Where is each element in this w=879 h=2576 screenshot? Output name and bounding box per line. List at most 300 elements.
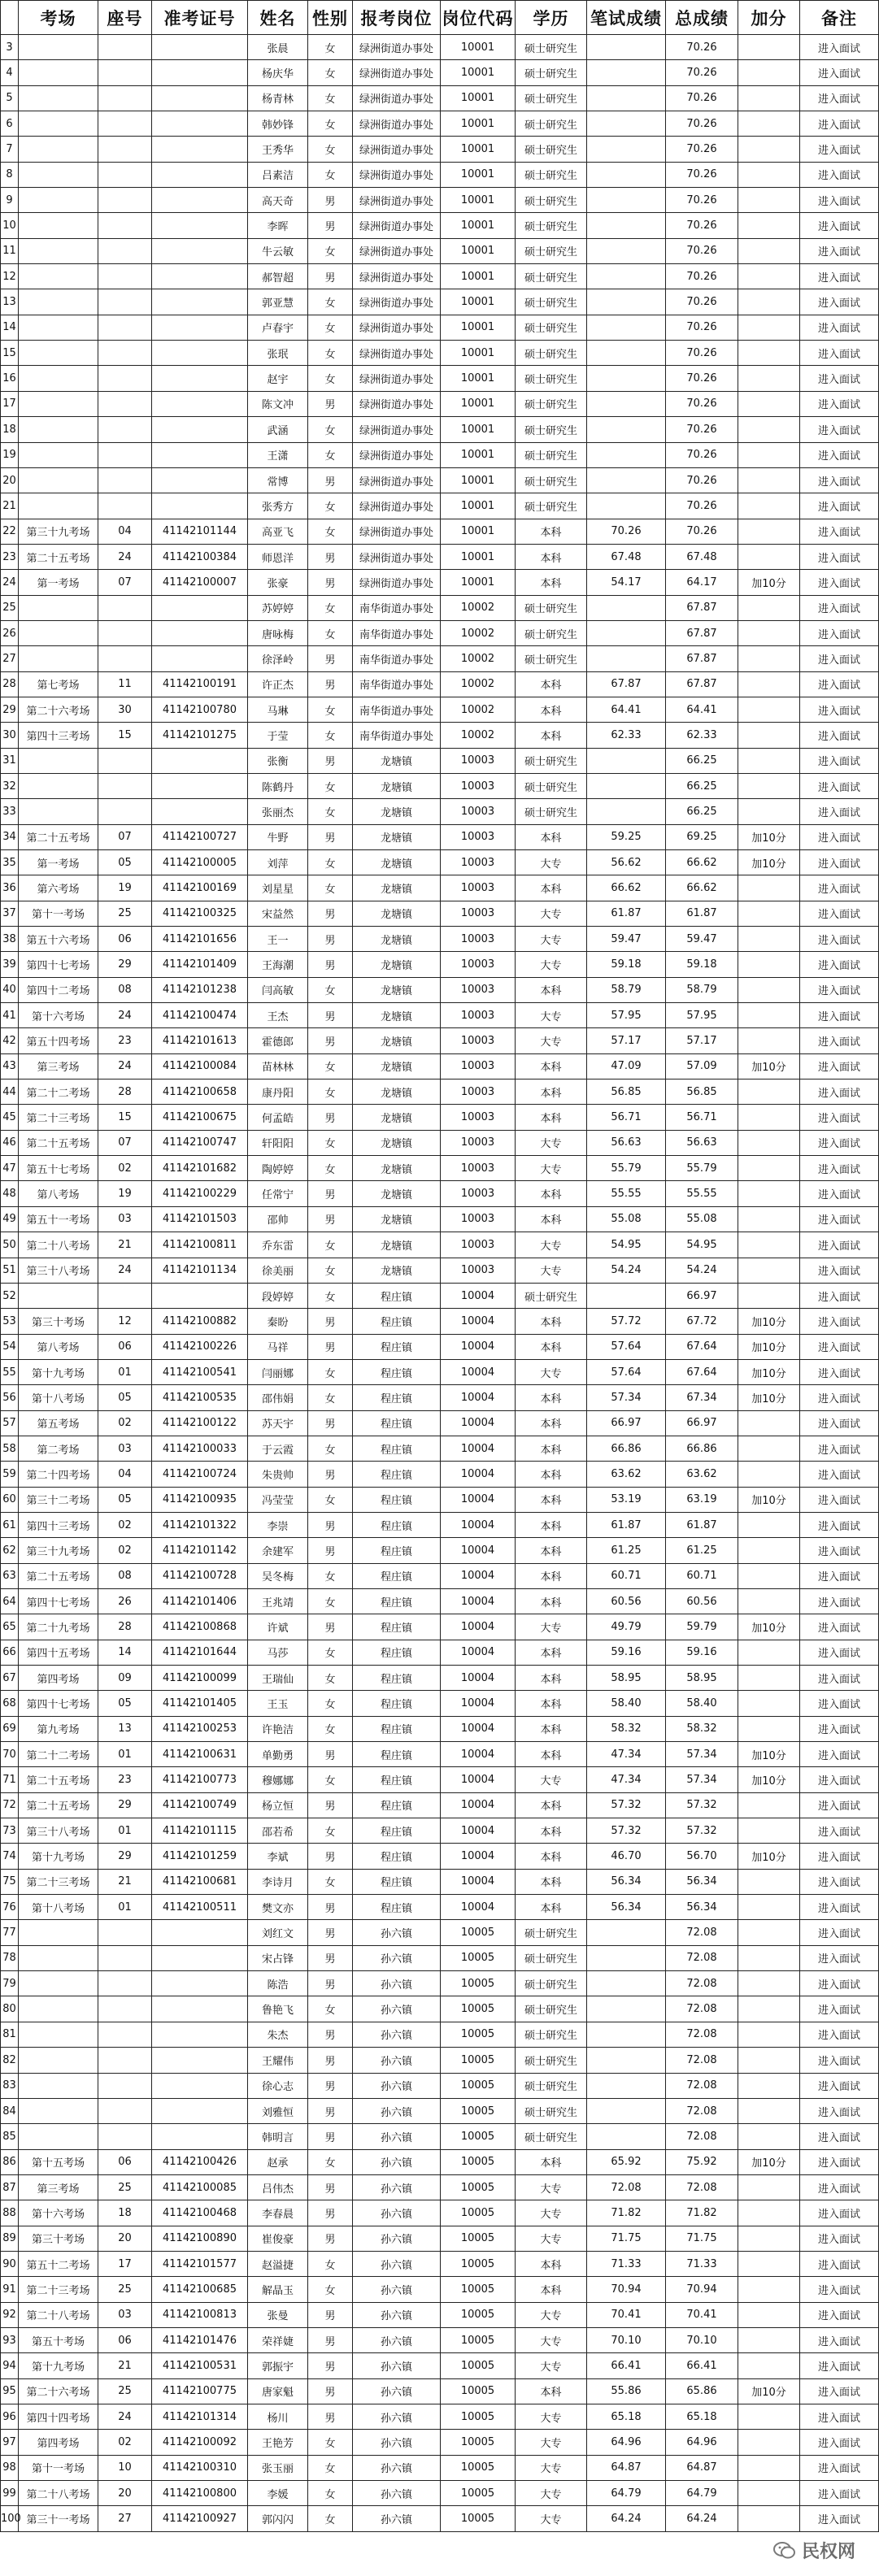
education-cell: 本科 [516,2149,587,2174]
seat-number-cell [98,1283,152,1308]
gender-cell: 男 [308,467,353,493]
ticket-number-cell [152,162,248,187]
position-cell: 绿洲街道办事处 [353,264,441,289]
written-score-cell: 72.08 [587,2174,666,2200]
ticket-number-cell: 41142101238 [152,977,248,1002]
row-index-cell: 57 [1,1410,19,1436]
candidate-name-cell: 赵承 [248,2149,308,2174]
written-score-cell [587,213,666,238]
position-code-cell: 10004 [441,1640,516,1665]
ticket-number-cell [152,2048,248,2073]
seat-number-cell [98,467,152,493]
row-index-cell: 34 [1,824,19,849]
exam-room-cell: 第五十七考场 [19,1156,98,1181]
position-cell: 龙塘镇 [353,1130,441,1155]
exam-room-cell: 第六考场 [19,875,98,901]
bonus-cell [738,1512,800,1537]
remark-cell: 进入面试 [800,2302,879,2327]
gender-cell: 女 [308,2481,353,2506]
exam-room-cell [19,646,98,671]
education-cell: 本科 [516,2277,587,2302]
row-index-cell: 78 [1,1945,19,1970]
remark-cell: 进入面试 [800,391,879,416]
candidate-name-cell: 王兆靖 [248,1588,308,1614]
seat-number-cell [98,799,152,824]
position-cell: 绿洲街道办事处 [353,289,441,315]
row-index-cell: 80 [1,1996,19,2022]
exam-room-cell: 第二十三考场 [19,1105,98,1130]
seat-number-cell [98,2048,152,2073]
candidate-name-cell: 张豪 [248,570,308,595]
gender-cell: 女 [308,60,353,85]
row-index-cell: 24 [1,570,19,595]
row-index-cell: 99 [1,2481,19,2506]
remark-cell: 进入面试 [800,1716,879,1741]
row-index-cell: 53 [1,1309,19,1334]
written-score-cell: 66.41 [587,2353,666,2378]
table-row [1,2430,879,2455]
table-row [1,366,879,391]
exam-room-cell: 第二十六考场 [19,697,98,722]
gender-cell: 女 [308,315,353,340]
seat-number-cell: 25 [98,2174,152,2200]
remark-cell: 进入面试 [800,2073,879,2098]
exam-room-cell: 第五十二考场 [19,2251,98,2276]
table-row [1,493,879,519]
education-cell: 硕士研究生 [516,111,587,137]
education-cell: 硕士研究生 [516,467,587,493]
education-cell: 硕士研究生 [516,1283,587,1308]
header-ticket-number: 准考证号 [152,1,248,35]
candidate-name-cell: 于莹 [248,723,308,748]
table-row [1,2455,879,2480]
total-score-cell: 58.32 [666,1716,738,1741]
position-cell: 孙六镇 [353,2073,441,2098]
exam-room-cell: 第三考场 [19,2174,98,2200]
position-cell: 南华街道办事处 [353,646,441,671]
education-cell: 硕士研究生 [516,799,587,824]
written-score-cell: 54.95 [587,1232,666,1258]
ticket-number-cell: 41142100658 [152,1079,248,1105]
row-index-cell: 98 [1,2455,19,2480]
exam-room-cell: 第七考场 [19,671,98,697]
ticket-number-cell [152,315,248,340]
position-code-cell: 10005 [441,2048,516,2073]
candidate-name-cell: 崔俊豪 [248,2226,308,2251]
seat-number-cell: 05 [98,1691,152,1716]
row-index-cell: 40 [1,977,19,1002]
remark-cell: 进入面试 [800,824,879,849]
row-index-cell: 42 [1,1028,19,1053]
bonus-cell [738,1971,800,1996]
exam-room-cell [19,799,98,824]
table-row [1,1996,879,2022]
ticket-number-cell: 41142101682 [152,1156,248,1181]
total-score-cell: 70.26 [666,289,738,315]
education-cell: 本科 [516,697,587,722]
total-score-cell: 66.97 [666,1283,738,1308]
gender-cell: 女 [308,35,353,60]
row-index-cell: 72 [1,1792,19,1818]
bonus-cell [738,442,800,467]
written-score-cell [587,2098,666,2123]
remark-cell: 进入面试 [800,748,879,773]
header-total-score: 总成绩 [666,1,738,35]
total-score-cell: 59.18 [666,952,738,977]
ticket-number-cell: 41142100092 [152,2430,248,2455]
written-score-cell [587,162,666,187]
exam-room-cell: 第四考场 [19,1666,98,1691]
gender-cell: 女 [308,1588,353,1614]
written-score-cell [587,1920,666,1945]
candidate-name-cell: 王瑞仙 [248,1666,308,1691]
total-score-cell: 64.87 [666,2455,738,2480]
total-score-cell: 72.08 [666,2124,738,2149]
remark-cell: 进入面试 [800,1666,879,1691]
position-code-cell: 10004 [441,1512,516,1537]
candidate-name-cell: 穆娜娜 [248,1767,308,1792]
table-row [1,1105,879,1130]
table-row [1,1512,879,1537]
gender-cell: 男 [308,570,353,595]
ticket-number-cell: 41142100675 [152,1105,248,1130]
bonus-cell [738,519,800,544]
bonus-cell [738,2124,800,2149]
position-code-cell: 10004 [441,1716,516,1741]
written-score-cell [587,442,666,467]
ticket-number-cell: 41142101406 [152,1588,248,1614]
ticket-number-cell [152,238,248,263]
total-score-cell: 72.08 [666,2098,738,2123]
candidate-name-cell: 许艳洁 [248,1716,308,1741]
row-index-cell: 91 [1,2277,19,2302]
written-score-cell [587,417,666,442]
education-cell: 大专 [516,2404,587,2429]
row-index-cell: 95 [1,2378,19,2404]
ticket-number-cell: 41142101275 [152,723,248,748]
education-cell: 硕士研究生 [516,315,587,340]
remark-cell: 进入面试 [800,2251,879,2276]
written-score-cell: 66.86 [587,1436,666,1461]
written-score-cell [587,2048,666,2073]
ticket-number-cell [152,1920,248,1945]
exam-room-cell [19,773,98,798]
position-cell: 龙塘镇 [353,901,441,926]
total-score-cell: 54.24 [666,1258,738,1283]
candidate-name-cell: 张丽杰 [248,799,308,824]
remark-cell: 进入面试 [800,213,879,238]
written-score-cell: 59.16 [587,1640,666,1665]
candidate-name-cell: 张曼 [248,2302,308,2327]
total-score-cell: 67.87 [666,620,738,645]
total-score-cell: 69.25 [666,824,738,849]
written-score-cell [587,773,666,798]
total-score-cell: 64.41 [666,697,738,722]
written-score-cell [587,2073,666,2098]
row-index-cell: 55 [1,1359,19,1384]
gender-cell: 女 [308,595,353,620]
seat-number-cell [98,391,152,416]
bonus-cell [738,2048,800,2073]
seat-number-cell: 08 [98,977,152,1002]
position-code-cell: 10005 [441,2430,516,2455]
position-code-cell: 10005 [441,2098,516,2123]
row-index-cell: 10 [1,213,19,238]
position-cell: 龙塘镇 [353,773,441,798]
table-row [1,1869,879,1894]
exam-room-cell [19,1971,98,1996]
total-score-cell: 54.95 [666,1232,738,1258]
position-code-cell: 10001 [441,162,516,187]
bonus-cell [738,773,800,798]
gender-cell: 女 [308,1869,353,1894]
seat-number-cell: 29 [98,1792,152,1818]
seat-number-cell [98,188,152,213]
written-score-cell [587,289,666,315]
education-cell: 本科 [516,1436,587,1461]
education-cell: 硕士研究生 [516,773,587,798]
written-score-cell: 53.19 [587,1487,666,1512]
table-row [1,1691,879,1716]
written-score-cell [587,467,666,493]
ticket-number-cell [152,1945,248,1970]
table-row [1,1156,879,1181]
remark-cell: 进入面试 [800,2149,879,2174]
bonus-cell [738,60,800,85]
total-score-cell: 70.26 [666,442,738,467]
seat-number-cell: 09 [98,1666,152,1691]
ticket-number-cell: 41142100099 [152,1666,248,1691]
table-row [1,442,879,467]
seat-number-cell [98,773,152,798]
row-index-cell: 64 [1,1588,19,1614]
education-cell: 硕士研究生 [516,2048,587,2073]
ticket-number-cell [152,620,248,645]
total-score-cell: 56.70 [666,1844,738,1869]
education-cell: 硕士研究生 [516,60,587,85]
seat-number-cell: 07 [98,1130,152,1155]
seat-number-cell: 03 [98,2302,152,2327]
remark-cell: 进入面试 [800,595,879,620]
total-score-cell: 59.16 [666,1640,738,1665]
gender-cell: 男 [308,646,353,671]
position-cell: 龙塘镇 [353,977,441,1002]
ticket-number-cell [152,442,248,467]
bonus-cell [738,2506,800,2531]
total-score-cell: 57.32 [666,1792,738,1818]
gender-cell: 男 [308,1742,353,1767]
written-score-cell: 58.40 [587,1691,666,1716]
table-row [1,2022,879,2047]
seat-number-cell: 28 [98,1614,152,1640]
position-cell: 龙塘镇 [353,1258,441,1283]
candidate-name-cell: 牛云敏 [248,238,308,263]
table-row [1,697,879,722]
row-index-cell: 14 [1,315,19,340]
education-cell: 本科 [516,824,587,849]
remark-cell: 进入面试 [800,467,879,493]
remark-cell: 进入面试 [800,1334,879,1359]
seat-number-cell: 25 [98,2378,152,2404]
position-code-cell: 10003 [441,1232,516,1258]
ticket-number-cell: 41142100749 [152,1792,248,1818]
gender-cell: 女 [308,2430,353,2455]
bonus-cell [738,1640,800,1665]
gender-cell: 男 [308,927,353,952]
gender-cell: 男 [308,1614,353,1640]
ticket-number-cell: 41142100468 [152,2200,248,2226]
gender-cell: 女 [308,2455,353,2480]
row-index-cell: 56 [1,1385,19,1410]
ticket-number-cell: 41142101142 [152,1538,248,1563]
remark-cell: 进入面试 [800,1614,879,1640]
row-index-cell: 22 [1,519,19,544]
education-cell: 大专 [516,2455,587,2480]
table-row [1,111,879,137]
position-cell: 孙六镇 [353,2455,441,2480]
education-cell: 大专 [516,927,587,952]
gender-cell: 女 [308,1767,353,1792]
bonus-cell [738,1538,800,1563]
education-cell: 大专 [516,1767,587,1792]
table-row [1,1130,879,1155]
bonus-cell [738,366,800,391]
gender-cell: 男 [308,2404,353,2429]
remark-cell: 进入面试 [800,2277,879,2302]
ticket-number-cell: 41142100191 [152,671,248,697]
position-cell: 南华街道办事处 [353,697,441,722]
candidate-name-cell: 卢春宇 [248,315,308,340]
ticket-number-cell: 41142100727 [152,824,248,849]
written-score-cell [587,748,666,773]
table-row [1,188,879,213]
bonus-cell [738,2277,800,2302]
gender-cell: 男 [308,2174,353,2200]
exam-room-cell [19,2124,98,2149]
exam-room-cell: 第四十二考场 [19,977,98,1002]
candidate-name-cell: 杨青林 [248,85,308,111]
education-cell: 硕士研究生 [516,2022,587,2047]
written-score-cell: 61.87 [587,1512,666,1537]
written-score-cell: 57.72 [587,1309,666,1334]
gender-cell: 女 [308,1818,353,1844]
written-score-cell: 66.62 [587,875,666,901]
candidate-name-cell: 李诗月 [248,1869,308,1894]
education-cell: 本科 [516,570,587,595]
header-written-score: 笔试成绩 [587,1,666,35]
ticket-number-cell: 41142100775 [152,2378,248,2404]
position-cell: 程庄镇 [353,1410,441,1436]
position-cell: 绿洲街道办事处 [353,417,441,442]
gender-cell: 女 [308,1691,353,1716]
remark-cell: 进入面试 [800,646,879,671]
position-code-cell: 10005 [441,2149,516,2174]
total-score-cell: 56.63 [666,1130,738,1155]
education-cell: 硕士研究生 [516,595,587,620]
seat-number-cell [98,646,152,671]
education-cell: 硕士研究生 [516,188,587,213]
remark-cell: 进入面试 [800,1742,879,1767]
position-cell: 孙六镇 [353,2251,441,2276]
header-position-code: 岗位代码 [441,1,516,35]
seat-number-cell [98,137,152,162]
position-cell: 绿洲街道办事处 [353,111,441,137]
remark-cell: 进入面试 [800,188,879,213]
table-row [1,1640,879,1665]
row-index-cell: 19 [1,442,19,467]
ticket-number-cell [152,646,248,671]
seat-number-cell: 13 [98,1716,152,1741]
total-score-cell: 57.17 [666,1028,738,1053]
education-cell: 本科 [516,1895,587,1920]
remark-cell: 进入面试 [800,2022,879,2047]
bonus-cell [738,2073,800,2098]
row-index-cell: 21 [1,493,19,519]
ticket-number-cell: 41142100511 [152,1895,248,1920]
ticket-number-cell: 41142101613 [152,1028,248,1053]
table-row [1,875,879,901]
ticket-number-cell [152,137,248,162]
education-cell: 本科 [516,1079,587,1105]
exam-room-cell: 第三十一考场 [19,2506,98,2531]
bonus-cell [738,493,800,519]
ticket-number-cell: 41142101322 [152,1512,248,1537]
remark-cell: 进入面试 [800,289,879,315]
written-score-cell [587,188,666,213]
candidate-name-cell: 张秀方 [248,493,308,519]
bonus-cell [738,264,800,289]
exam-room-cell [19,315,98,340]
remark-cell: 进入面试 [800,1130,879,1155]
remark-cell: 进入面试 [800,1895,879,1920]
written-score-cell: 46.70 [587,1844,666,1869]
seat-number-cell: 07 [98,824,152,849]
exam-room-cell: 第十六考场 [19,2200,98,2226]
education-cell: 硕士研究生 [516,1996,587,2022]
gender-cell: 女 [308,85,353,111]
total-score-cell: 71.82 [666,2200,738,2226]
exam-room-cell: 第三十九考场 [19,519,98,544]
exam-room-cell [19,2022,98,2047]
exam-room-cell [19,748,98,773]
row-index-cell: 87 [1,2174,19,2200]
bonus-cell [738,1945,800,1970]
bonus-cell [738,1563,800,1588]
written-score-cell: 70.41 [587,2302,666,2327]
row-index-cell: 46 [1,1130,19,1155]
bonus-cell [738,1105,800,1130]
total-score-cell: 70.26 [666,519,738,544]
total-score-cell: 56.71 [666,1105,738,1130]
row-index-cell: 77 [1,1920,19,1945]
seat-number-cell: 21 [98,1869,152,1894]
remark-cell: 进入面试 [800,2174,879,2200]
bonus-cell [738,697,800,722]
table-row [1,748,879,773]
table-row [1,824,879,849]
table-row [1,162,879,187]
gender-cell: 女 [308,111,353,137]
position-cell: 程庄镇 [353,1844,441,1869]
education-cell: 大专 [516,952,587,977]
ticket-number-cell [152,799,248,824]
table-row [1,2048,879,2073]
candidate-name-cell: 康丹阳 [248,1079,308,1105]
table-row [1,2200,879,2226]
ticket-number-cell: 41142100253 [152,1716,248,1741]
exam-room-cell: 第四十三考场 [19,1512,98,1537]
education-cell: 大专 [516,2226,587,2251]
